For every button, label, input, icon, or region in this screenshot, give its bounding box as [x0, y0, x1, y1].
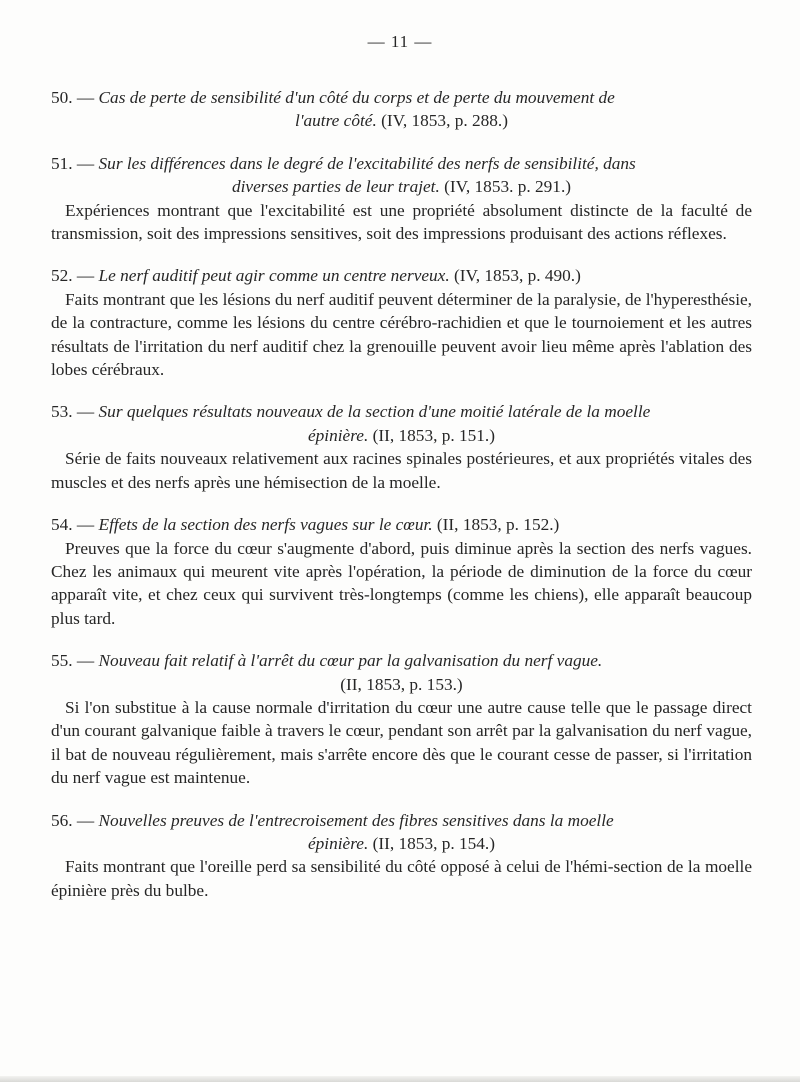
entry-title: Nouvelles preuves de l'entrecroisement des fibres sensitives dans la moelle	[98, 810, 614, 830]
entry-reference: (II, 1853, p. 152.)	[432, 515, 560, 535]
entry-heading	[51, 86, 752, 133]
entry-title: Le nerf auditif peut agir comme un centre nerveux.	[98, 266, 450, 286]
entry-number: 56.	[51, 810, 73, 830]
entry-title-continuation	[51, 832, 752, 855]
entry-title: Cas de perte de sensibilité d'un côté du corps et de perte du mouvement de	[98, 88, 615, 107]
entry-number: 52.	[51, 266, 73, 286]
entry-number: 54.	[51, 515, 73, 535]
entry-title-part: l'autre côté.	[295, 111, 377, 131]
entry-reference: (IV, 1853, p. 288.)	[376, 111, 508, 131]
entry-dash: —	[72, 266, 99, 286]
entry-50	[51, 86, 752, 133]
entry-dash: —	[72, 515, 99, 535]
entry-summary: Série de faits nouveaux relativement aux racines spinales postérieures, et aux propriétés vitales des muscles et des nerfs après une hémisection de la moelle.	[51, 449, 752, 492]
entry-heading	[51, 400, 752, 447]
document-body	[51, 86, 752, 921]
entry-reference: (II, 1853, p. 153.)	[340, 674, 463, 694]
entry-summary: Si l'on substitue à la cause normale d'irritation du cœur une autre cause telle que le passage direct d'un courant galvanique faible à travers le cœur, pendant son arrêt par la galvanisation du nerf vague, il bat de nouveau régulièrement, mais s'arrête encore dès que le courant cesse de passer, si l'irritation du nerf vague est maintenue.	[51, 697, 752, 788]
page-number: — 11 —	[367, 32, 433, 51]
entry-title: Sur quelques résultats nouveaux de la section d'une moitié latérale de la moelle	[98, 402, 651, 422]
entry-number: 51.	[51, 153, 73, 173]
entry-dash: —	[72, 651, 99, 671]
entry-53	[51, 400, 752, 494]
entry-52	[51, 264, 752, 381]
entry-summary: Preuves que la force du cœur s'augmente d'abord, puis diminue après la section des nerfs vagues. Chez les animaux qui meurent vite après l'opération, la période de diminution de la force du cœur apparaît vite, et chez ceux qui survivent très-longtemps (comme les chiens), elle apparaît beaucoup plus tard.	[51, 538, 752, 628]
entry-title-part: épinière.	[307, 833, 369, 853]
entry-heading	[51, 513, 752, 536]
entry-51	[51, 152, 752, 246]
scan-edge-shadow	[0, 1076, 800, 1082]
entry-title-continuation	[51, 175, 752, 198]
entry-title-part: diverses parties de leur trajet.	[231, 177, 440, 197]
entry-heading	[51, 649, 752, 696]
entry-55	[51, 649, 752, 789]
entry-number: 55.	[51, 651, 73, 671]
entry-number: 53.	[51, 402, 73, 422]
entry-reference: (II, 1853, p. 154.)	[368, 833, 496, 853]
entry-title-continuation	[51, 109, 752, 132]
entry-summary: Faits montrant que l'oreille perd sa sensibilité du côté opposé à celui de l'hémi-section de la moelle épinière près du bulbe.	[51, 857, 752, 900]
entry-title-continuation	[51, 673, 752, 696]
entry-title-continuation	[51, 424, 752, 447]
entry-title: Nouveau fait relatif à l'arrêt du cœur par la galvanisation du nerf vague.	[98, 651, 603, 671]
entry-dash: —	[72, 88, 99, 107]
entry-title: Sur les différences dans le degré de l'excitabilité des nerfs de sensibilité, dans	[98, 153, 636, 173]
entry-reference: (IV, 1853. p. 291.)	[439, 177, 572, 197]
entry-heading	[51, 809, 752, 856]
entry-reference: (IV, 1853, p. 490.)	[449, 266, 581, 286]
entry-dash: —	[72, 810, 99, 830]
entry-number: 50.	[51, 88, 73, 107]
entry-heading	[51, 264, 752, 287]
entry-summary: Expériences montrant que l'excitabilité est une propriété absolument distincte de la faculté de transmission, soit des impressions sensitives, soit des impressions produisant des actions réflexes.	[51, 200, 752, 244]
entry-54	[51, 513, 752, 630]
entry-title-part: épinière.	[307, 425, 369, 445]
entry-reference: (II, 1853, p. 151.)	[368, 425, 496, 445]
entry-heading	[51, 152, 752, 199]
entry-title: Effets de la section des nerfs vagues sur le cœur.	[98, 515, 433, 535]
entry-dash: —	[72, 402, 99, 422]
entry-summary: Faits montrant que les lésions du nerf auditif peuvent déterminer de la paralysie, de l'hyperesthésie, de la contracture, comme les lésions du centre cérébro-rachidien et que le tournoiement et les autres résultats de l'irritation du nerf auditif chez la grenouille peuvent avoir lieu même après l'ablation des lobes cérébraux.	[51, 289, 752, 380]
entry-56	[51, 809, 752, 903]
entry-dash: —	[72, 153, 99, 173]
